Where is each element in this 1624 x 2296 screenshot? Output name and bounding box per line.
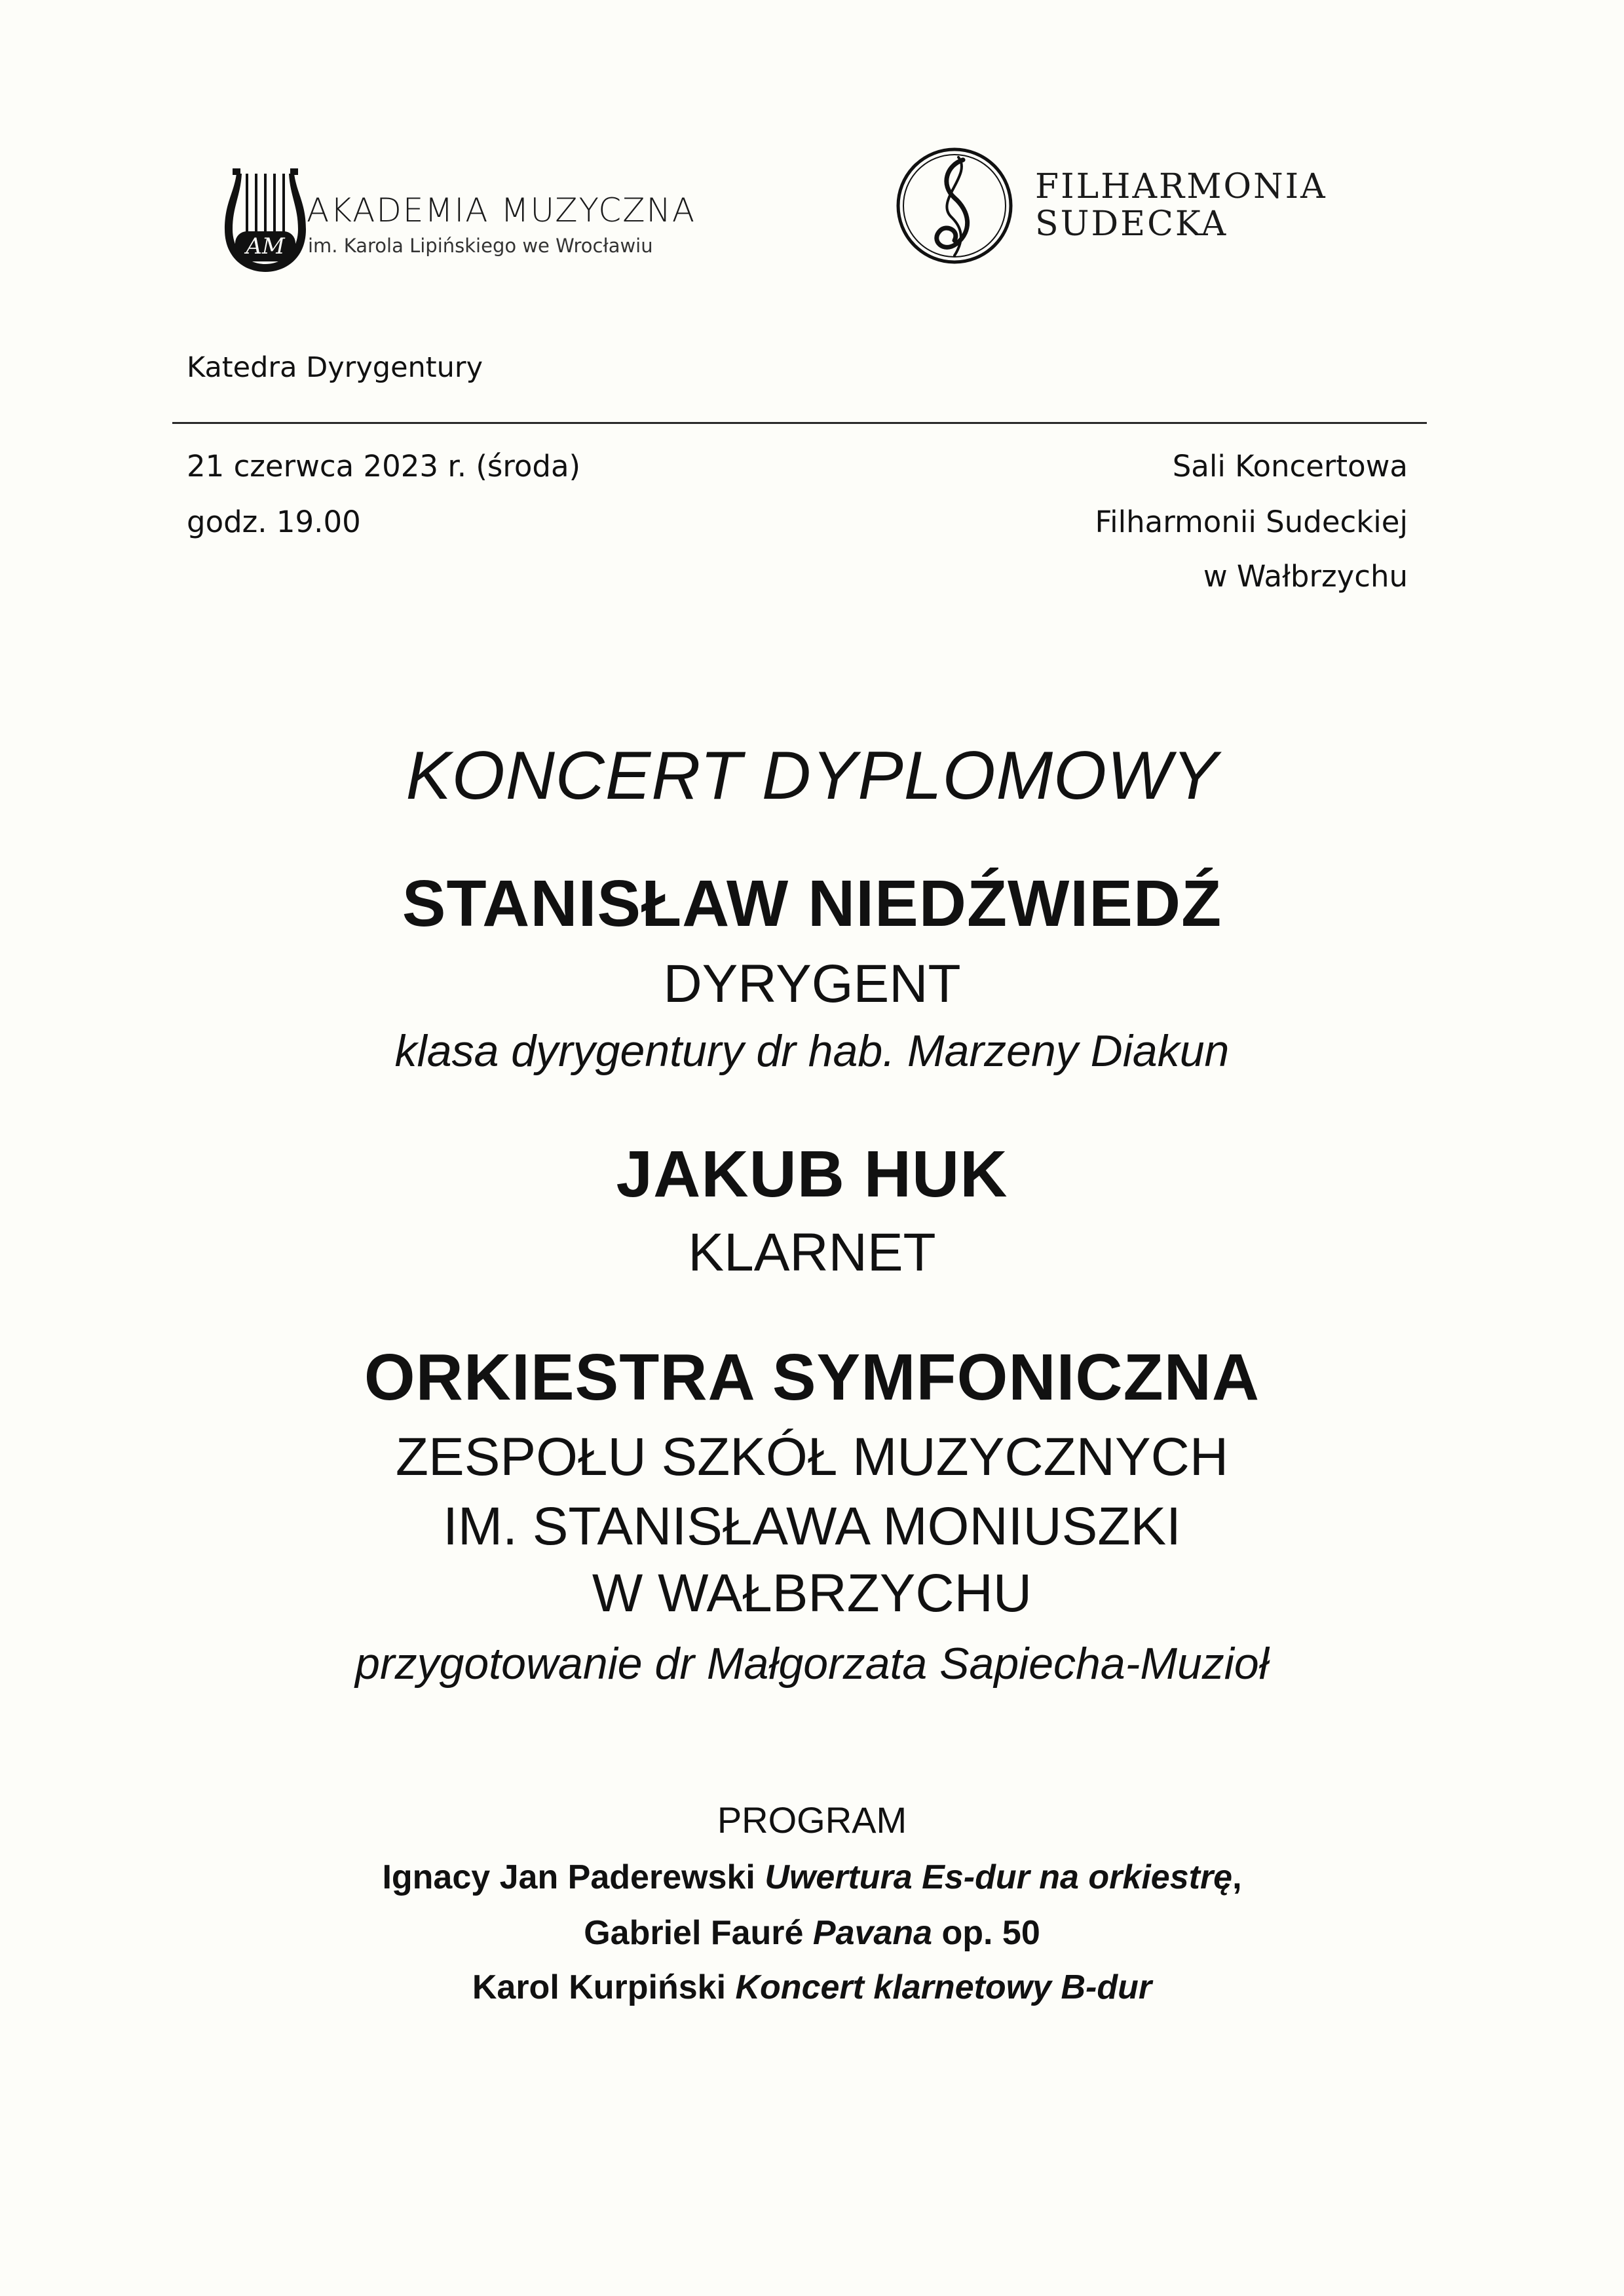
treble-clef-logo-icon: [894, 145, 1015, 267]
akademia-subtitle: im. Karola Lipińskiego we Wrocławiu: [308, 235, 653, 257]
program-suffix: ,: [1232, 1858, 1242, 1896]
filharmonia-name-line2: SUDECKA: [1035, 204, 1228, 244]
soloist-role: KLARNET: [688, 1223, 936, 1282]
conductor-role: DYRYGENT: [663, 954, 961, 1014]
program-heading: PROGRAM: [717, 1799, 907, 1841]
orchestra-name: ORKIESTRA SYMFONICZNA: [364, 1341, 1260, 1414]
event-date: 21 czerwca 2023 r. (środa): [187, 449, 581, 484]
program-composer: Gabriel Fauré: [584, 1914, 804, 1952]
concert-title: KONCERT DYPLOMOWY: [406, 738, 1218, 814]
program-suffix: op. 50: [932, 1914, 1040, 1952]
orchestra-line-1: ZESPOŁU SZKÓŁ MUZYCZNYCH: [395, 1427, 1229, 1487]
program-item: [0, 1968, 1624, 2007]
orchestra-line-2: IM. STANISŁAWA MONIUSZKI: [443, 1497, 1181, 1556]
venue-line-3: w Wałbrzychu: [1203, 559, 1408, 594]
akademia-name: AKADEMIA MUZYCZNA: [307, 191, 696, 229]
orchestra-preparation: przygotowanie dr Małgorzata Sapiecha-Muzioł: [355, 1639, 1269, 1689]
program-composer: Karol Kurpiński: [472, 1968, 727, 2006]
lyre-logo-icon: [219, 167, 311, 275]
divider: [172, 422, 1427, 424]
orchestra-line-3: W WAŁBRZYCHU: [592, 1563, 1032, 1623]
program-composer: Ignacy Jan Paderewski: [382, 1858, 755, 1896]
department-label: Katedra Dyrygentury: [187, 351, 483, 384]
soloist-name: JAKUB HUK: [616, 1138, 1008, 1211]
venue-line-2: Filharmonii Sudeckiej: [1095, 505, 1408, 539]
filharmonia-name-line1: FILHARMONIA: [1035, 167, 1327, 206]
venue-line-1: Sali Koncertowa: [1172, 449, 1408, 484]
program-item: [0, 1858, 1624, 1897]
conductor-class: klasa dyrygentury dr hab. Marzeny Diakun: [394, 1026, 1230, 1076]
svg-text:AM: AM: [246, 233, 285, 259]
event-time: godz. 19.00: [187, 505, 361, 539]
program-work: Pavana: [812, 1914, 933, 1952]
conductor-name: STANISŁAW NIEDŹWIEDŹ: [402, 867, 1222, 940]
program-work: Uwertura Es-dur na orkiestrę: [765, 1858, 1233, 1896]
program-work: Koncert klarnetowy B-dur: [735, 1968, 1152, 2006]
program-item: [0, 1913, 1624, 1953]
